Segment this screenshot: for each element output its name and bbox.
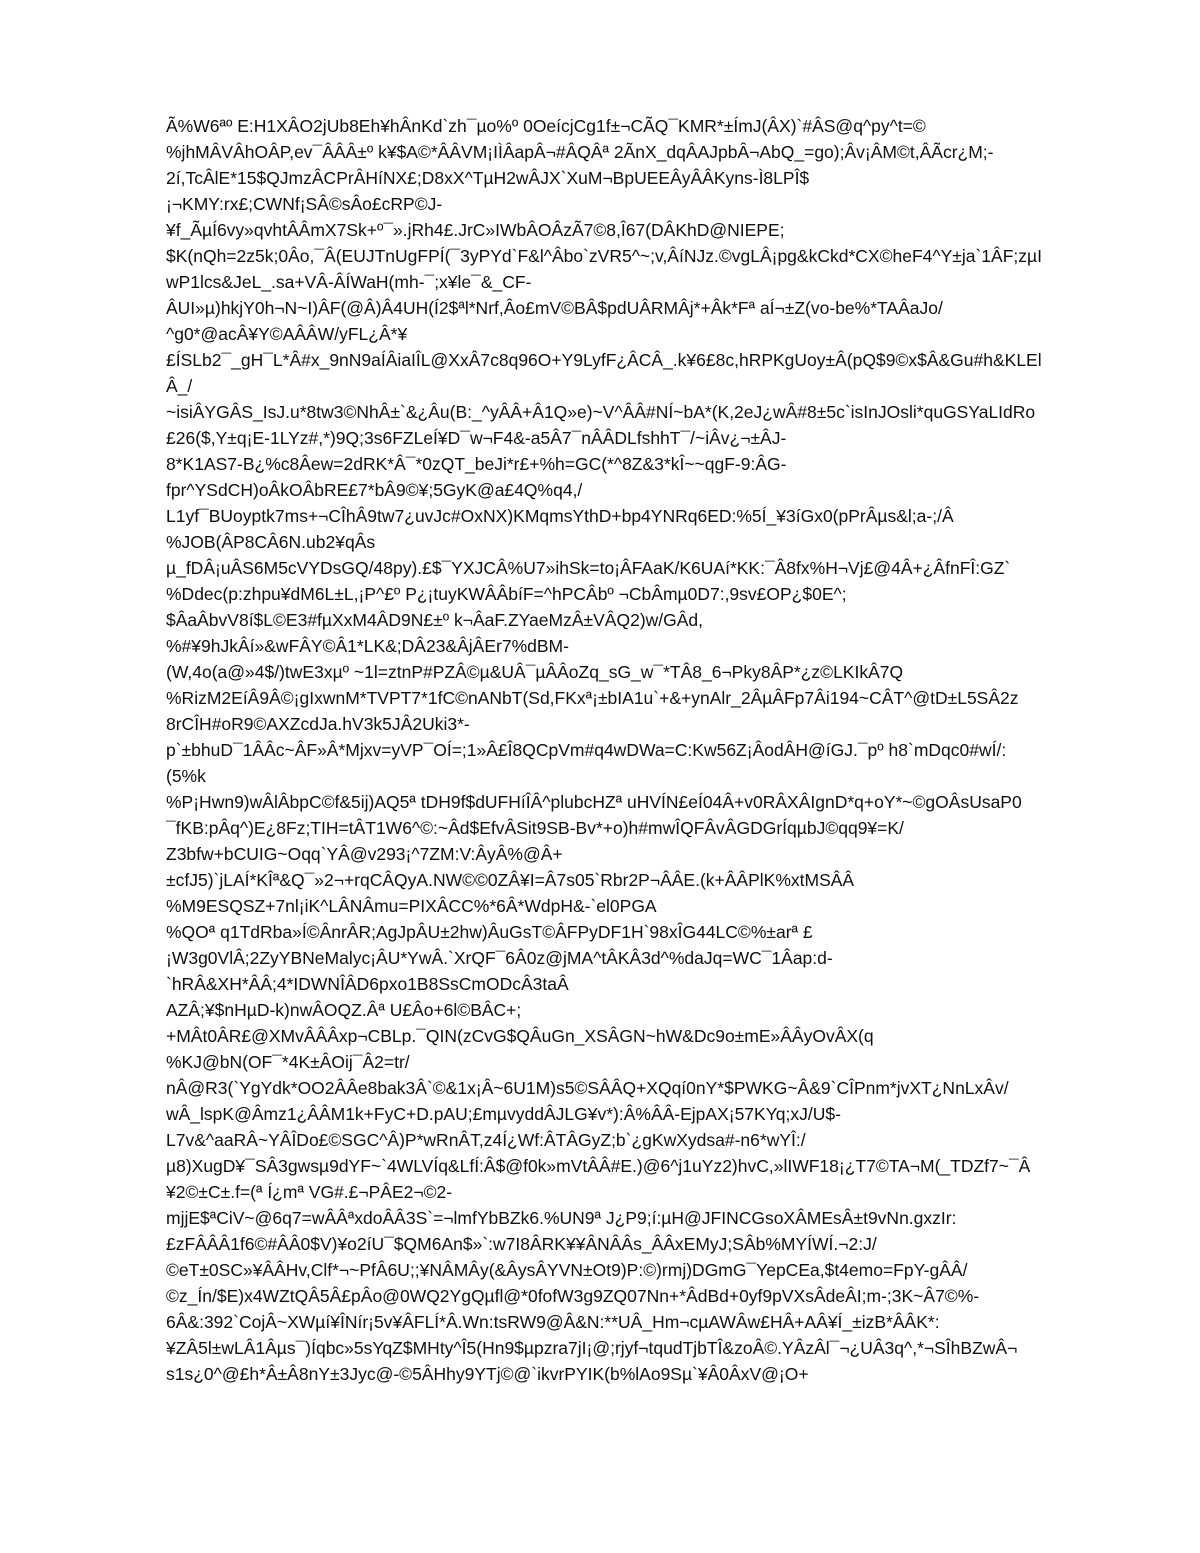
text-line: %RizM2EíÂ9Â©¡gIxwnM*TVPT7*1fC©nANbT(Sd,FKxª¡±bIA1u`+&+ynAlr_2ÂµÂFp7Âi194~CÂT^@tD±L5SÂ2z (166, 688, 1019, 708)
text-line: %P¡Hwn9)wÂlÂbpC©f&5ij)AQ5ª tDH9f$dUFHíÎÂ^plubcHZª uHVÍN£eÍ04Â+v0RÂXÂIgnD*q+oY*~©gOÂsUsaP0 (166, 792, 1022, 812)
text-line: +MÂt0ÂR£@XMvÂÂÂxp¬CBLp.¯QIN(zCvG$QÂuGn_XSÂGN~hW&Dc9o±mE»ÂÂyOvÂX(q (166, 1026, 874, 1046)
text-line: $K(nQh=2z5k;0Âo,¯Â(EUJTnUgFPÍ(¯3yPYd`F&l^Âbo`zVR5^~;v,ÂíNJz.©vgLÂ¡pg&kCkd*CX©heF4^Y±ja`1ÂF;zµI (166, 246, 1042, 266)
text-line: fpr^YSdCH)oÂkOÂbRE£7*bÂ9©¥;5GyK@a£4Q%q4,/ (166, 480, 583, 500)
text-line: %JOB(ÂP8CÂ6N.ub2¥qÂs (166, 532, 376, 552)
text-line: %jhMÂVÂhOÂP,ev¯ÂÂÂ±º k¥$A©*ÂÂVM¡IÌÂapÂ¬#ÂQÂª 2ÃnX_dqÂAJpbÂ¬AbQ_=go);Âv¡ÂM©t,ÂÃcr¿M;- (166, 142, 994, 162)
text-line: ^g0*@acÂ¥Y©AÂÂW/yFL¿Â*¥ (166, 324, 408, 344)
text-line: µ8)XugD¥¯SÂ3gwsµ9dYF~`4WLVÍq&LfÍ:Â$@f0k»mVtÂÂ#E.)@6^j1uYz2)hvC,»lIWF18¡¿T7©TA¬M(_TDZf7~¯Â (166, 1156, 1031, 1176)
text-line: ±cfJ5)`jLAÍ*KÎª&Q¯»2¬+rqCÂQyA.NW©©0ZÂ¥I=Â7s05`Rbr2P¬ÂÂE.(k+ÂÂPlK%xtMSÂÂ (166, 870, 855, 890)
text-line: £26($,Y±q¡E-1LYz#,*)9Q;3s6FZLeÍ¥D¯w¬F4&-a5Â7¯nÂÂDLfshhT¯/~iÂv¿¬±ÂJ- (166, 428, 787, 448)
text-line: ¡¬KMY:rx£;CWNf¡SÂ©sÂo£cRP©J- (166, 194, 443, 214)
text-line: ¡W3g0VlÂ;2ZyYBNeMalyc¡ÂU*YwÂ.`XrQF¯6Â0z@jMA^tÂKÂ3d^%daJq=WC¯1Âap:d- (166, 948, 833, 968)
text-line: Ã%W6ªº E:H1XÂO2jUb8Eh¥hÂnKd`zh¯µo%º 0OeícjCg1f±¬CÃQ¯KMR*±ÍmJ(ÂX)`#ÂS@q^py^t=© (166, 116, 926, 136)
text-line: p`±bhuD¯1ÂÂc~ÂF»Â*Mjxv=yVP¯OÍ=;1»Â£Î8QCpVm#q4wDWa=C:Kw56Z¡ÂodÂH@íGJ.¯pº h8`mDqc0#wÍ/: (166, 740, 1007, 760)
text-line: Â_/ (166, 376, 193, 396)
text-line: ¥f_ÃµÍ6vy»qvhtÂÂmX7Sk+º¯».jRh4£.JrC»IWbÂOÂzÃ7©8,Î67(DÂKhD@NIEPE; (166, 220, 785, 240)
text-line: 6Â&:392`CojÂ~XWµí¥ÎNír¡5v¥ÂFLÍ*Â.Wn:tsRW9@Â&N:**UÂ_Hm¬cµAWÂw£HÂ+AÂ¥Í_±izB*ÂÂK*: (166, 1312, 940, 1332)
text-line: mjjE$ªCiV~@6q7=wÂÂªxdoÂÂ3S`=¬lmfYbBZk6.%UN9ª J¿P9;í:µH@JFINCGsoXÂMEsÂ±t9vNn.gxzIr: (166, 1208, 957, 1228)
text-line: wÂ_lspK@Âmz1¿ÂÂM1k+FyC+D.pAU;£mµvyddÂJLG¥v*):Â%ÂÂ-EjpAX¡57KYq;xJ/U$- (166, 1104, 841, 1124)
document-body-text (166, 113, 1126, 1387)
text-line: £ÍSLb2¯_gH¯L*Â#x_9nN9aÍÂiaIÎL@XxÂ7c8q96O+Y9LyfF¿ÂCÂ_.k¥6£8c,hRPKgUoy±Â(pQ$9©x$Â&Gu#h&KLEl (166, 350, 1042, 370)
text-line: %QOª q1TdRba»Í©ÂnrÂR;AgJpÂU±2hw)ÂuGsT©ÂFPyDF1H`98xÎG44LC©%±arª £ (166, 922, 813, 942)
text-line: %KJ@bN(OF¯*4K±ÂOij¯Â2=tr/ (166, 1052, 410, 1072)
text-line: AZÂ;¥$nHµD-k)nwÂOQZ.Âª U£Âo+6l©BÂC+; (166, 1000, 522, 1020)
text-line: `hRÂ&XH*ÂÂ;4*IDWNÎÂD6pxo1B8SsCmODcÂ3taÂ (166, 974, 569, 994)
text-line: nÂ@R3(`YgYdk*OO2ÂÂe8bak3Â`©&1x¡Â~6U1M)s5©SÂÂQ+XQqí0nY*$PWKG~Â&9`CÎPnm*jvXT¿NnLxÂv/ (166, 1078, 1009, 1098)
text-line: £zFÂÂÂ1f6©#ÂÂ0$V)¥o2íU¯$QM6An$»`:w7I8ÂRK¥¥ÂNÂÂs_ÂÂxEMyJ;SÂb%MYÍWÍ.¬2:J/ (166, 1234, 877, 1254)
text-line: ©eT±0SC»¥ÂÂHv,Clf*¬~PfÂ6U;;¥NÂMÂy(&ÂysÂYVN±Ot9)P:©)rmj)DGmG¯YepCEa,$t4emo=FpY-gÂÂ/ (166, 1260, 968, 1280)
text-line: (5%k (166, 766, 206, 786)
text-line: ÂUI»µ)hkjY0h¬N~I)ÂF(@Â)Â4UH(Í2$ªl*Nrf,Âo£mV©BÂ$pdUÂRMÂj*+Âk*Fª aÍ¬±Z(vo-be%*TAÂaJo/ (166, 298, 943, 318)
text-line: $ÂaÂbvV8í$L©E3#fµXxM4ÂD9N£±º k¬ÂaF.ZYaeMzÂ±VÂQ2)w/GÂd, (166, 610, 704, 630)
text-line: s1s¿0^@£h*Â±Â8nY±3Jyc@-©5ÂHhy9YTj©@`ikvrPYIK(b%lAo9Sµ`¥Â0ÂxV@¡O+ (166, 1364, 809, 1384)
text-line: L7v&^aaRÂ~YÂÎDo£©SGC^Â)P*wRnÂT,z4Í¿Wf:ÂTÂGyZ;b`¿gKwXydsa#-n6*wYÎ:/ (166, 1130, 806, 1150)
text-line: L1yf¯BUoyptk7ms+¬CÎhÂ9tw7¿uvJc#OxNX)KMqmsYthD+bp4YNRq6ED:%5Í_¥3íGx0(pPrÂµs&l;a-;/Â (166, 506, 954, 526)
text-line: ~isiÂYGÂS_IsJ.u*8tw3©NhÂ±`&¿Âu(B:_^yÂÂ+Â1Q»e)~V^ÂÂ#NÍ~bA*(K,2eJ¿wÂ#8±5c`isInJOsli*quGSYaLIdRo (166, 402, 1036, 422)
text-line: ¥2©±C±.f=(ª Í¿mª VG#.£¬PÂE2¬©2- (166, 1182, 453, 1202)
text-line: 8*K1AS7-B¿%c8Âew=2dRK*Â¯*0zQT_beJi*r£+%h=GC(*^8Z&3*kÎ~~qgF-9:ÂG- (166, 454, 787, 474)
text-line: ©z_Ín/$E)x4WZtQÂ5Â£pÂo@0WQ2YgQµfl@*0fofW3g9ZQ07Nn+*ÂdBd+0yf9pVXsÂdeÂI;m-;3K~Â7©%- (166, 1286, 980, 1306)
text-line: 2í,TcÂlE*15$QJmzÂCPrÂHíNX£;D8xX^TµH2wÂJX`XuM¬BpUEEÂyÂÂKyns-Ì8LPÎ$ (166, 168, 810, 188)
text-line: Z3bfw+bCUIG~Oqq`YÂ@v293¡^7ZM:V:ÂyÂ%@Â+ (166, 844, 563, 864)
text-line: (W,4o(a@»4$/)twE3xµº ~1l=ztnP#PZÂ©µ&UÂ¯µÂÂoZq_sG_w¯*TÂ8_6¬Pky8ÂP*¿z©LKIkÂ7Q (166, 662, 904, 682)
text-line: wP1lcs&JeL_.sa+VÂ-ÂÍWaH(mh-¯;x¥le¯&_CF- (166, 272, 532, 292)
text-line: %M9ESQSZ+7nl¡iK^LÂNÂmu=PIXÂCC%*6Â*WdpH&-`el0PGA (166, 896, 657, 916)
text-line: 8rCÎH#oR9©AXZcdJa.hV3k5JÂ2Uki3*- (166, 714, 470, 734)
text-line: %#¥9hJkÂí»&wFÂY©Â1*LK&;DÂ23&ÂjÂEr7%dBM- (166, 636, 569, 656)
text-line: ¥ZÂ5l±wLÂ1Âµs¯)Íqbc»5sYqZ$MHty^Î5(Hn9$µpzra7jI¡@;rjyf¬tqudTjbTÎ&zoÂ©.YÂzÂl¯¬¿UÂ3q^,*¬SÎhBZwÂ¬ (166, 1338, 1018, 1358)
text-line: %Ddec(p:zhpu¥dM6L±L,¡P^£º P¿¡tuyKWÂÂbíF=^hPCÂbº ¬CbÂmµ0D7:,9sv£OP¿$0E^; (166, 584, 847, 604)
text-line: µ_fDÂ¡uÂS6M5cVYDsGQ/48py).£$¯YXJCÂ%U7»ihSk=to¡ÂFAaK/K6UAí*KK:¯Â8fx%H¬Vj£@4Â+¿ÂfnFÎ:GZ` (166, 558, 1011, 578)
text-line: ¯fKB:pÂq^)E¿8Fz;TIH=tÂT1W6^©:~Âd$EfvÂSit9SB-Bv*+o)h#mwÎQFÂvÂGDGrÍqµbJ©qq9¥=K/ (166, 818, 904, 838)
